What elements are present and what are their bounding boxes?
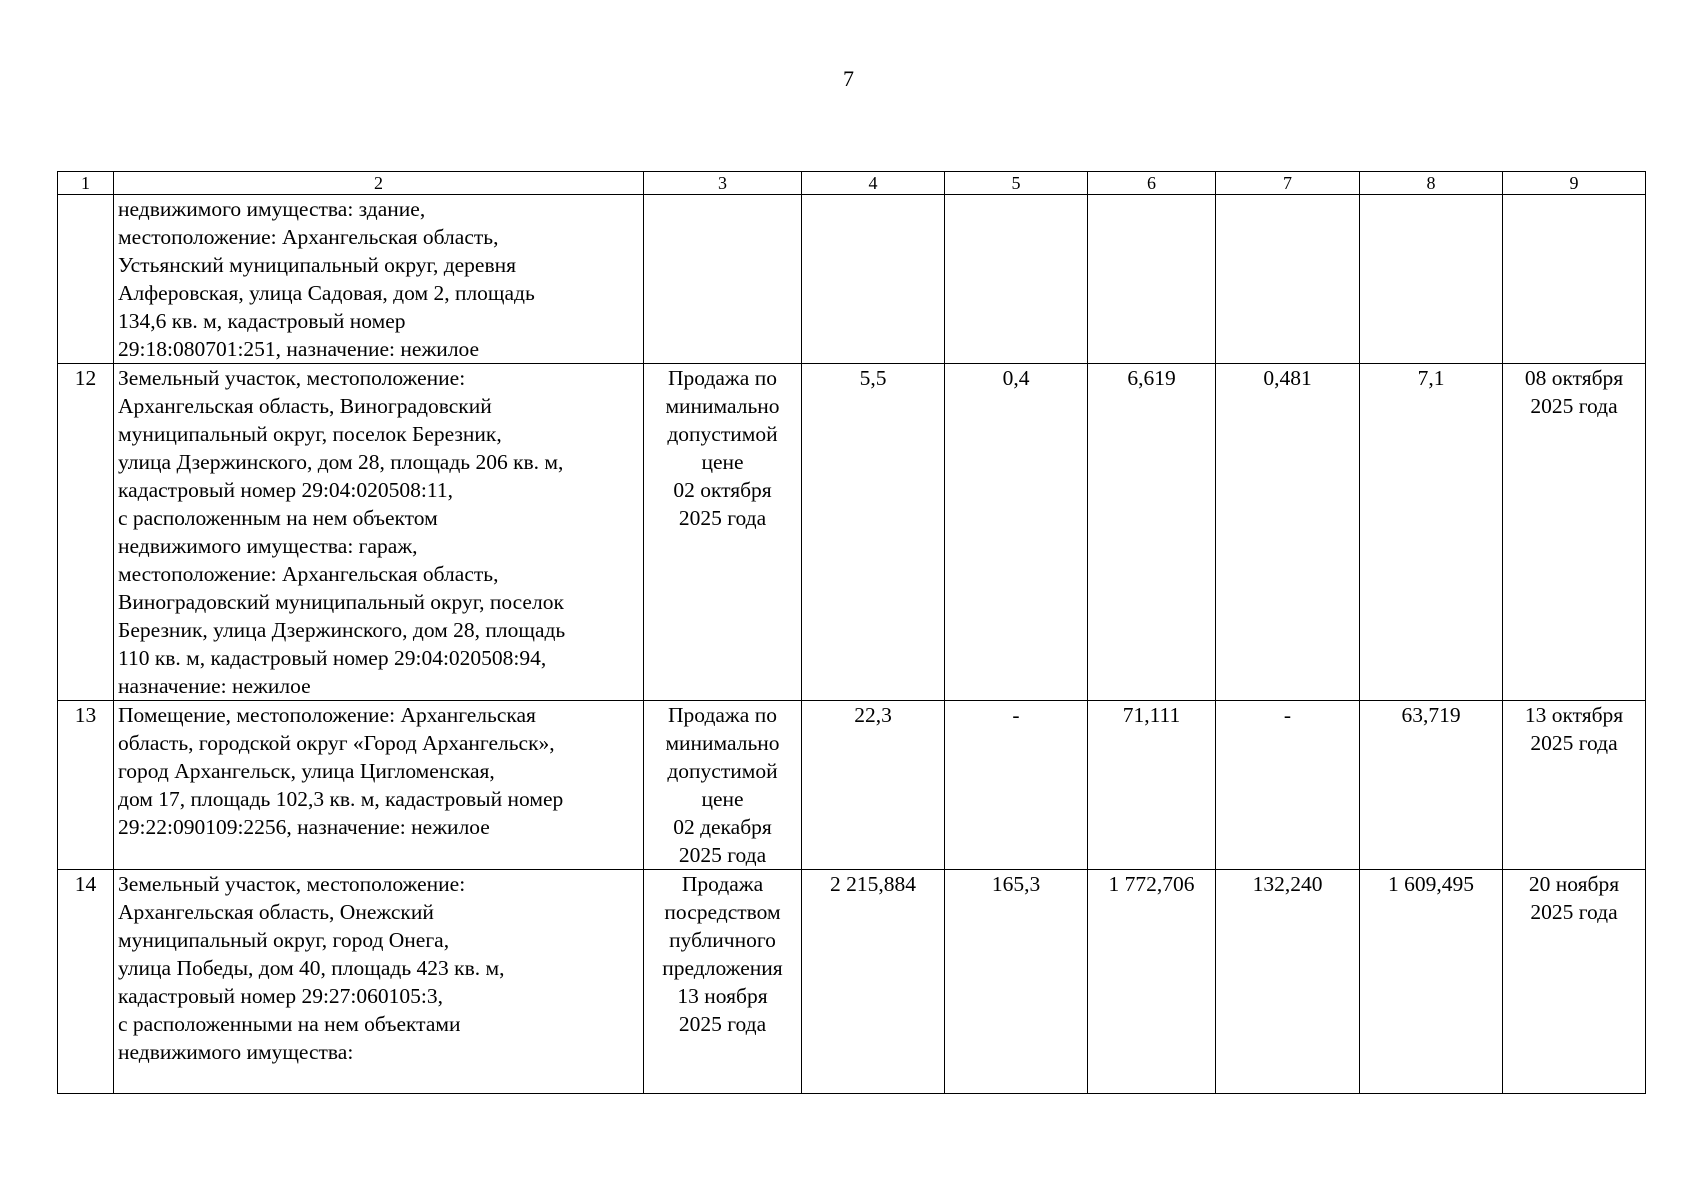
header-cell-3: 3 [644,172,802,195]
column-8-cell [1360,364,1503,701]
header-cell-4: 4 [802,172,945,195]
column-6-value: 1 772,706 [1108,872,1195,896]
column-6-cell [1088,195,1216,364]
property-description-cell [114,701,644,870]
column-5-value: - [1012,703,1020,727]
column-6-cell [1088,870,1216,1094]
date-cell [1503,870,1646,1094]
table-row [58,870,1646,1094]
column-4-cell [802,870,945,1094]
sale-method: Продажа по минимально допустимой цене 02 октября 2025 года [665,366,780,530]
row-number-cell [58,364,114,701]
sale-method: Продажа по минимально допустимой цене 02 декабря 2025 года [665,703,780,867]
sale-method-cell [644,364,802,701]
property-sale-table [57,171,1646,1094]
sale-method: Продажа посредством публичного предложения 13 ноября 2025 года [662,872,783,1036]
column-7-cell [1216,364,1360,701]
date-value: 13 октября 2025 года [1524,703,1624,755]
table-body [58,195,1646,1094]
column-4-value: 2 215,884 [830,872,916,896]
column-6-cell [1088,364,1216,701]
column-7-value: 132,240 [1252,872,1323,896]
column-7-cell [1216,701,1360,870]
date-cell [1503,364,1646,701]
row-number-cell [58,701,114,870]
column-4-cell [802,195,945,364]
column-8-cell [1360,870,1503,1094]
header-cell-5: 5 [945,172,1088,195]
sale-method-cell [644,870,802,1094]
row-number-cell [58,870,114,1094]
sale-method-cell [644,701,802,870]
page-number: 7 [843,66,854,91]
column-7-cell [1216,195,1360,364]
header-cell-7: 7 [1216,172,1360,195]
row-number-cell [58,195,114,364]
property-description: недвижимого имущества: здание, местоположение: Архангельская область, Устьянский муниципальный округ, деревня Алферовская, улица Садовая, дом 2, площадь 134,6 кв. м, кадастровый номер 29:18:080701:251, назначение: нежилое [118,197,535,361]
row-number: 13 [74,703,97,727]
table-row [58,195,1646,364]
row-number: 12 [74,366,97,390]
column-7-cell [1216,870,1360,1094]
column-4-cell [802,701,945,870]
column-5-cell [945,364,1088,701]
column-5-cell [945,701,1088,870]
column-5-value: 165,3 [991,872,1041,896]
date-cell [1503,701,1646,870]
column-5-cell [945,870,1088,1094]
property-description-cell [114,870,644,1094]
header-cell-6: 6 [1088,172,1216,195]
column-6-value: 71,111 [1122,703,1181,727]
header-cell-2: 2 [114,172,644,195]
property-description-cell [114,364,644,701]
column-8-value: 7,1 [1417,366,1445,390]
property-description: Земельный участок, местоположение: Архангельская область, Виноградовский муниципальный округ, поселок Березник, улица Дзержинского, дом 28, площадь 206 кв. м, кадастровый номер 29:04:020508:11, с расположенным на нем объектом недвижимого имущества: гараж, местоположение: Архангельская область, Виноградовский муниципальный округ, поселок Березник, улица Дзержинского, дом 28, площадь 110 кв. м, кадастровый номер 29:04:020508:94, назначение: нежилое [118,366,566,698]
column-7-value: - [1283,703,1292,727]
table-row [58,364,1646,701]
table-header [58,172,1646,195]
column-6-cell [1088,701,1216,870]
date-value: 20 ноября 2025 года [1528,872,1620,924]
column-5-value: 0,4 [1002,366,1030,390]
property-description: Земельный участок, местоположение: Архангельская область, Онежский муниципальный округ, город Онега, улица Победы, дом 40, площадь 423 кв. м, кадастровый номер 29:27:060105:3, с расположенными на нем объектами недвижимого имущества: [118,872,505,1064]
column-7-value: 0,481 [1263,366,1312,390]
header-cell-8: 8 [1360,172,1503,195]
header-cell-9: 9 [1503,172,1646,195]
property-description: Помещение, местоположение: Архангельская область, городской округ «Город Архангельск», город Архангельск, улица Цигломенская, дом 17, площадь 102,3 кв. м, кадастровый номер 29:22:090109:2256, назначение: нежилое [118,703,564,839]
date-cell [1503,195,1646,364]
date-value: 08 октября 2025 года [1524,366,1624,418]
column-4-value: 5,5 [859,366,887,390]
column-8-cell [1360,701,1503,870]
table-row [58,701,1646,870]
column-8-value: 1 609,495 [1388,872,1474,896]
sale-method-cell [644,195,802,364]
column-5-cell [945,195,1088,364]
header-cell-1: 1 [58,172,114,195]
column-4-value: 22,3 [854,703,892,727]
column-8-value: 63,719 [1401,703,1461,727]
row-number: 14 [74,872,97,896]
column-6-value: 6,619 [1127,366,1176,390]
property-description-cell [114,195,644,364]
header-row [58,172,1646,195]
column-8-cell [1360,195,1503,364]
column-4-cell [802,364,945,701]
